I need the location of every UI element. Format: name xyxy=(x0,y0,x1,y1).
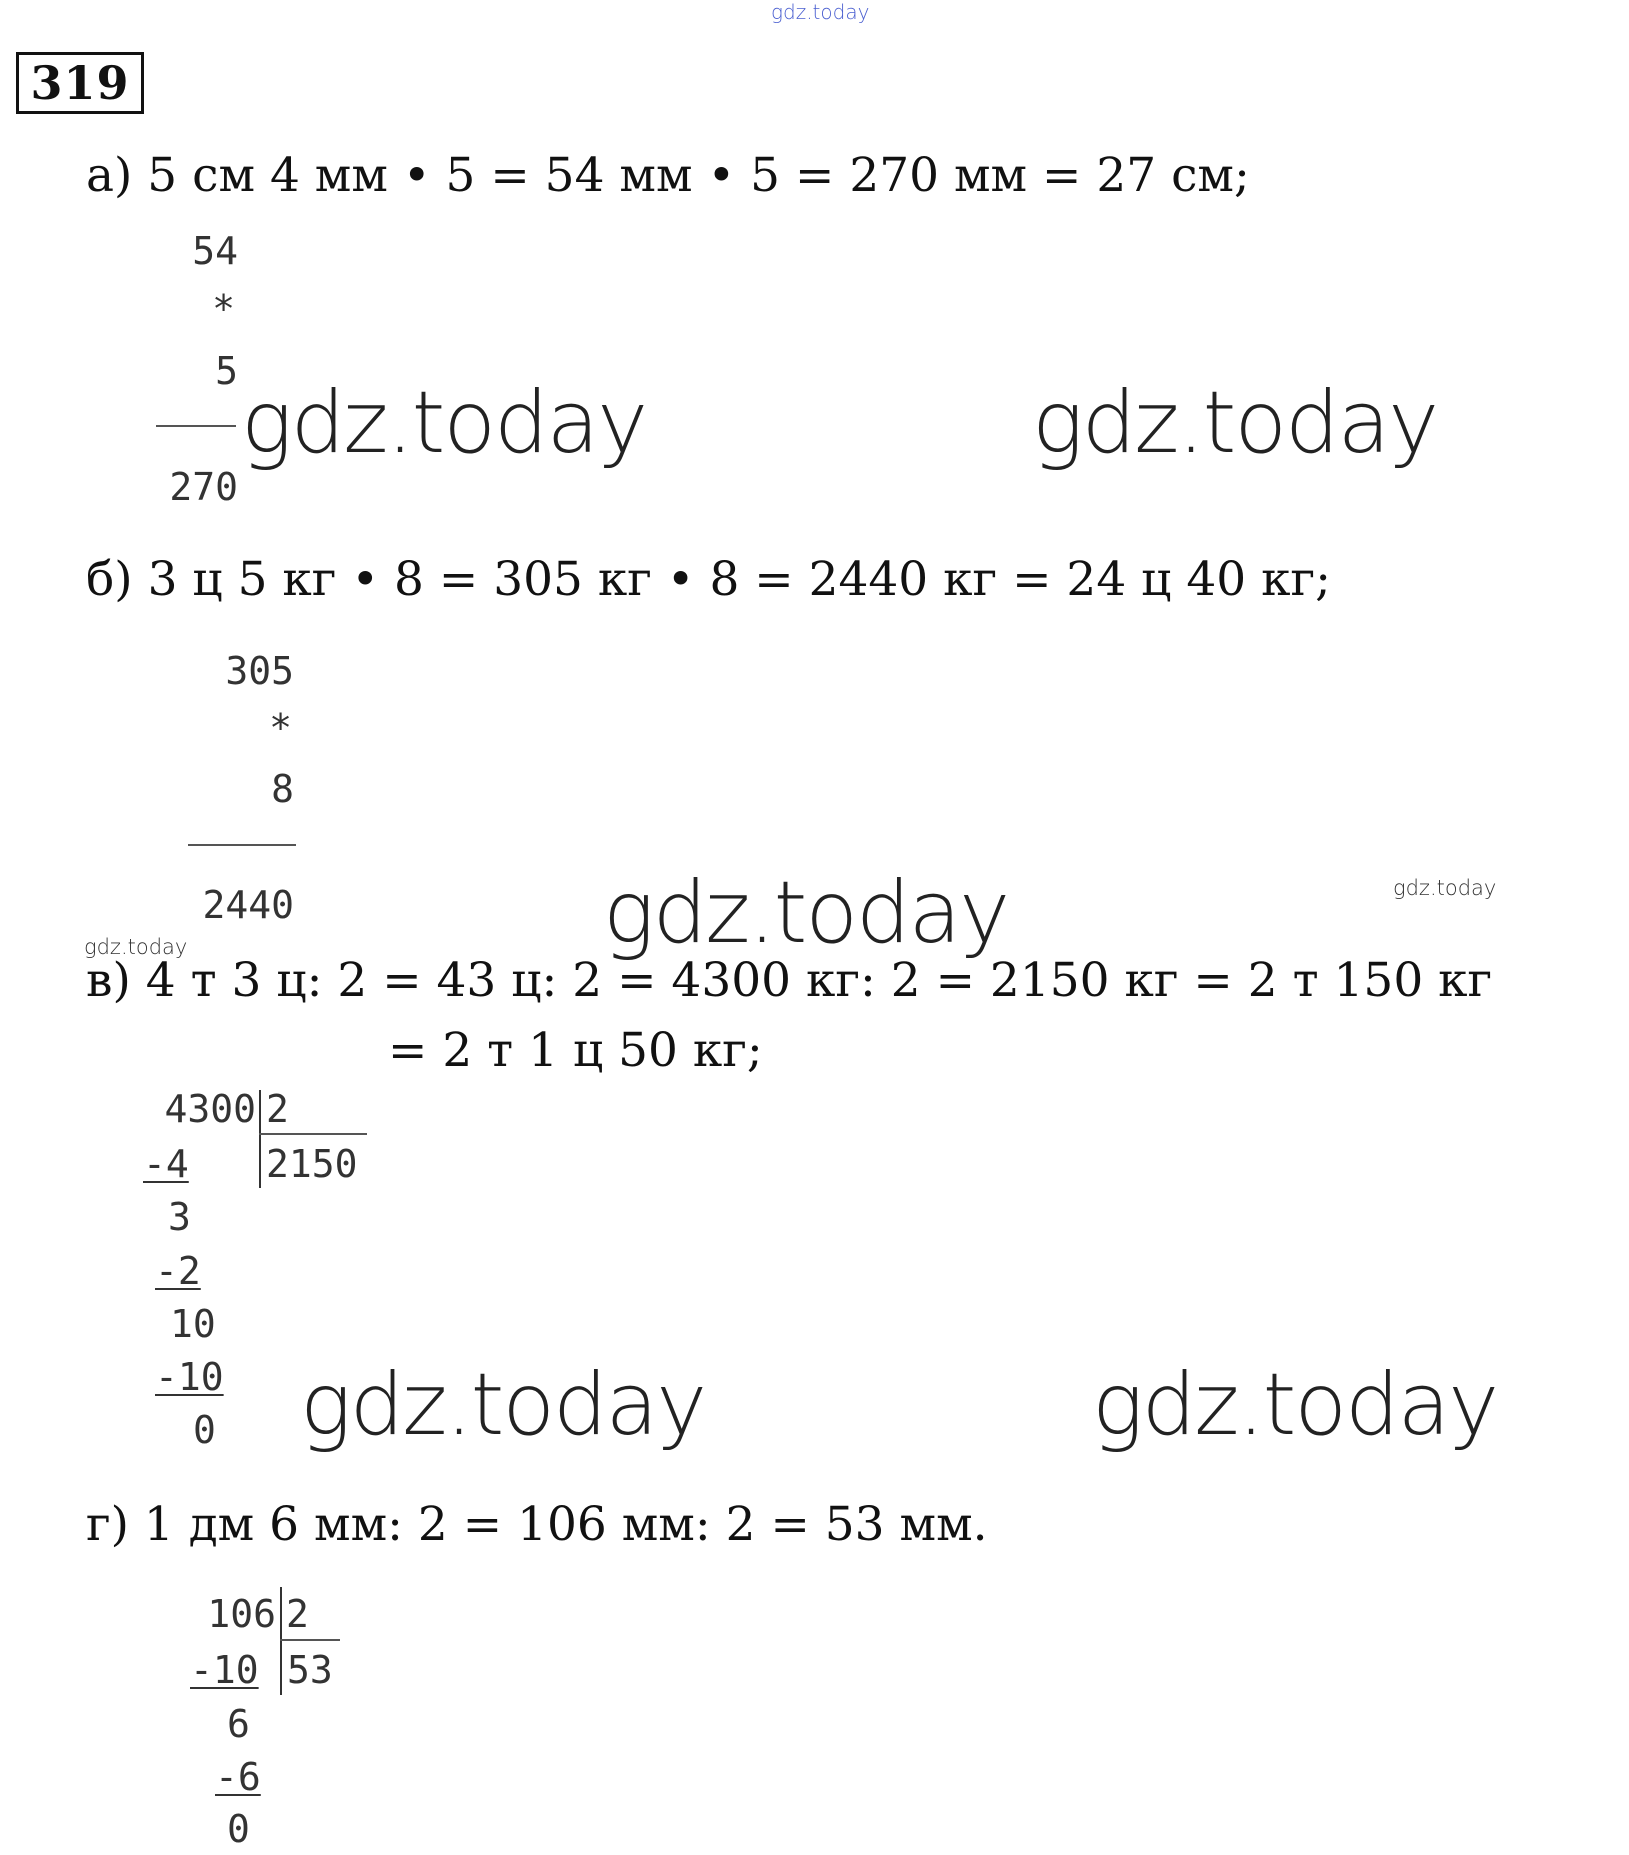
div-g-step: 6 xyxy=(227,1702,250,1746)
div-v-hline xyxy=(259,1133,367,1135)
div-g-divisor: 2 xyxy=(286,1592,309,1636)
problem-number: 319 xyxy=(16,52,144,114)
div-g-step: -6 xyxy=(215,1755,261,1799)
calc-b-bottom: 8 xyxy=(271,767,294,811)
div-v-step: -10 xyxy=(155,1355,224,1399)
calc-a-bottom: 5 xyxy=(215,349,238,393)
watermark-small-left: gdz.today xyxy=(84,935,188,959)
calc-a-result: 270 xyxy=(169,465,238,509)
div-v-step: -2 xyxy=(155,1249,201,1293)
div-g-vline xyxy=(280,1587,282,1695)
calc-b-top: 305 xyxy=(225,649,294,693)
calc-b-result: 2440 xyxy=(202,883,294,927)
div-v-quotient: 2150 xyxy=(266,1142,358,1186)
watermark-4: gdz.today xyxy=(300,1355,706,1455)
div-v-step: 0 xyxy=(193,1408,216,1452)
div-v-step: 10 xyxy=(170,1302,216,1346)
div-v-step: -4 xyxy=(143,1142,189,1186)
watermark-top: gdz.today xyxy=(771,0,870,24)
div-g-step: -10 xyxy=(190,1648,259,1692)
div-g-dividend: 106 xyxy=(207,1592,276,1636)
calc-a-op: * xyxy=(212,287,235,331)
div-g-hline xyxy=(280,1639,340,1641)
equation-v-line1: в) 4 т 3 ц: 2 = 43 ц: 2 = 4300 кг: 2 = 2150 кг = 2 т 150 кг xyxy=(86,953,1493,1008)
div-g-quotient: 53 xyxy=(287,1648,333,1692)
equation-b: б) 3 ц 5 кг • 8 = 305 кг • 8 = 2440 кг = 24 ц 40 кг; xyxy=(86,552,1331,607)
calc-b-op: * xyxy=(269,706,292,750)
div-v-divisor: 2 xyxy=(266,1087,289,1131)
watermark-5: gdz.today xyxy=(1092,1355,1498,1455)
calc-a-line xyxy=(156,425,236,427)
equation-g: г) 1 дм 6 мм: 2 = 106 мм: 2 = 53 мм. xyxy=(86,1497,988,1552)
div-v-step: 3 xyxy=(168,1195,191,1239)
calc-a-top: 54 xyxy=(192,229,238,273)
watermark-1: gdz.today xyxy=(241,373,647,473)
watermark-2: gdz.today xyxy=(1032,373,1438,473)
equation-a: а) 5 см 4 мм • 5 = 54 мм • 5 = 270 мм = 27 см; xyxy=(86,148,1250,203)
watermark-3: gdz.today xyxy=(603,863,1009,963)
equation-v-line2: = 2 т 1 ц 50 кг; xyxy=(388,1023,763,1078)
div-g-step: 0 xyxy=(227,1807,250,1851)
div-v-dividend: 4300 xyxy=(164,1087,256,1131)
div-v-vline xyxy=(259,1090,261,1188)
calc-b-line xyxy=(188,844,296,846)
watermark-small-right: gdz.today xyxy=(1393,876,1497,900)
